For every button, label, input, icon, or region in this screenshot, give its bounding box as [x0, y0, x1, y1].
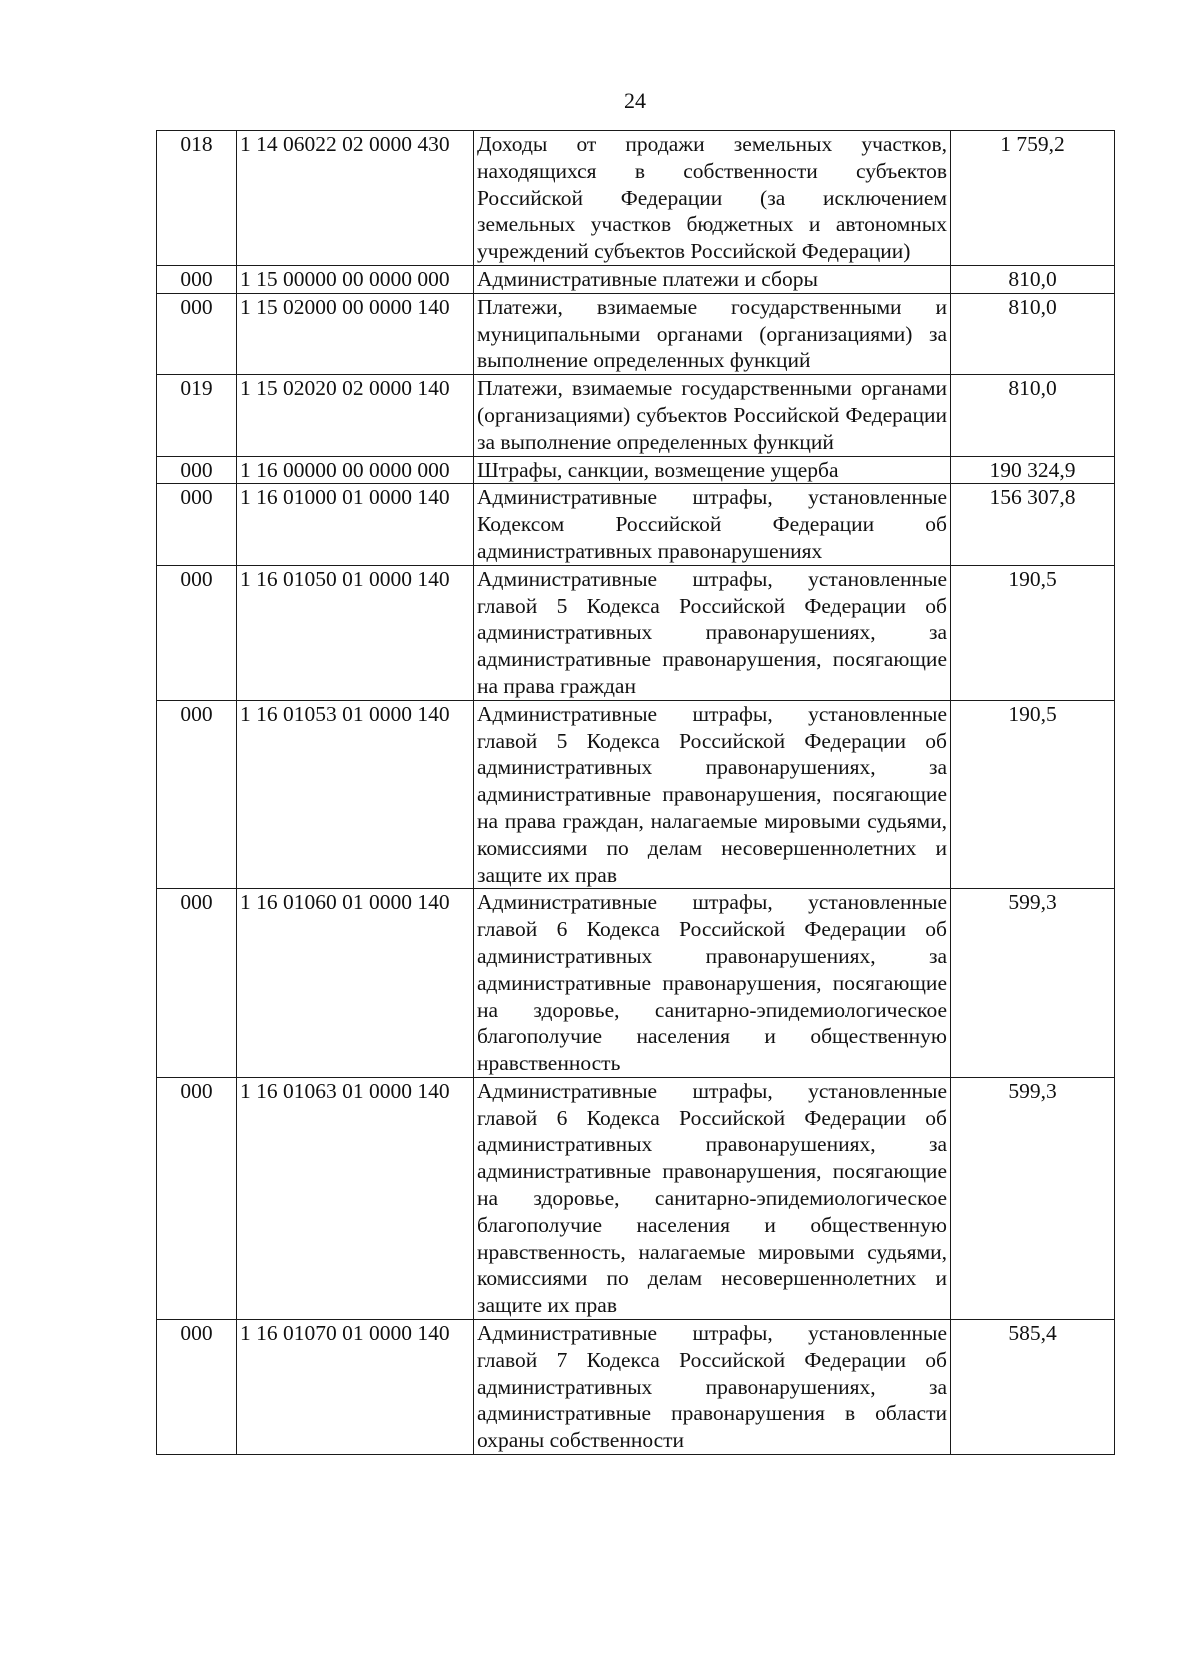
budget-code-cell: 1 14 06022 02 0000 430 — [237, 131, 474, 266]
budget-code-cell: 1 16 01000 01 0000 140 — [237, 484, 474, 565]
revenue-name-cell: Платежи, взимаемые государственными органами (организациями) субъектов Российской Федерации за выполнение определенных функций — [474, 375, 951, 456]
admin-code-cell: 000 — [157, 265, 237, 293]
revenue-name-cell: Административные штрафы, установленные главой 6 Кодекса Российской Федерации об административных правонарушениях, за административные правонарушения, посягающие на здоровье, санитарно-эпидемиологическое благополучие населения и общественную нравственность — [474, 889, 951, 1078]
revenue-name-cell: Доходы от продажи земельных участков, находящихся в собственности субъектов Российской Федерации (за исключением земельных участков бюджетных и автономных учреждений субъектов Российской Федерации) — [474, 131, 951, 266]
amount-cell: 810,0 — [951, 293, 1115, 374]
revenue-name-cell: Административные штрафы, установленные Кодексом Российской Федерации об административных правонарушениях — [474, 484, 951, 565]
budget-code-cell: 1 16 01063 01 0000 140 — [237, 1077, 474, 1319]
revenue-table-body — [157, 131, 1115, 1455]
table-row — [157, 1077, 1115, 1319]
amount-cell: 810,0 — [951, 265, 1115, 293]
revenue-table — [156, 130, 1115, 1455]
amount-cell: 810,0 — [951, 375, 1115, 456]
admin-code-cell: 000 — [157, 456, 237, 484]
revenue-name-cell: Административные платежи и сборы — [474, 265, 951, 293]
admin-code-cell: 000 — [157, 889, 237, 1078]
amount-cell: 599,3 — [951, 889, 1115, 1078]
table-row — [157, 265, 1115, 293]
table-row — [157, 700, 1115, 889]
revenue-name-cell: Административные штрафы, установленные главой 5 Кодекса Российской Федерации об административных правонарушениях, за административные правонарушения, посягающие на права граждан, налагаемые мировыми судьями, комиссиями по делам несовершеннолетних и защите их прав — [474, 700, 951, 889]
admin-code-cell: 018 — [157, 131, 237, 266]
admin-code-cell: 000 — [157, 565, 237, 700]
budget-code-cell: 1 15 02000 00 0000 140 — [237, 293, 474, 374]
budget-code-cell: 1 15 00000 00 0000 000 — [237, 265, 474, 293]
page-number: 24 — [624, 88, 646, 113]
admin-code-cell: 000 — [157, 700, 237, 889]
budget-code-cell: 1 16 00000 00 0000 000 — [237, 456, 474, 484]
amount-cell: 599,3 — [951, 1077, 1115, 1319]
amount-cell: 190 324,9 — [951, 456, 1115, 484]
budget-code-cell: 1 16 01053 01 0000 140 — [237, 700, 474, 889]
table-row — [157, 375, 1115, 456]
admin-code-cell: 000 — [157, 293, 237, 374]
revenue-name-cell: Штрафы, санкции, возмещение ущерба — [474, 456, 951, 484]
table-row — [157, 565, 1115, 700]
budget-code-cell: 1 15 02020 02 0000 140 — [237, 375, 474, 456]
amount-cell: 190,5 — [951, 565, 1115, 700]
admin-code-cell: 019 — [157, 375, 237, 456]
amount-cell: 1 759,2 — [951, 131, 1115, 266]
budget-code-cell: 1 16 01070 01 0000 140 — [237, 1320, 474, 1455]
revenue-name-cell: Административные штрафы, установленные главой 5 Кодекса Российской Федерации об административных правонарушениях, за административные правонарушения, посягающие на права граждан — [474, 565, 951, 700]
table-row — [157, 484, 1115, 565]
table-row — [157, 1320, 1115, 1455]
amount-cell: 190,5 — [951, 700, 1115, 889]
table-row — [157, 456, 1115, 484]
revenue-name-cell: Административные штрафы, установленные главой 6 Кодекса Российской Федерации об административных правонарушениях, за административные правонарушения, посягающие на здоровье, санитарно-эпидемиологическое благополучие населения и общественную нравственность, налагаемые мировыми судьями, комиссиями по делам несовершеннолетних и защите их прав — [474, 1077, 951, 1319]
table-row — [157, 889, 1115, 1078]
revenue-name-cell: Платежи, взимаемые государственными и муниципальными органами (организациями) за выполнение определенных функций — [474, 293, 951, 374]
table-row — [157, 131, 1115, 266]
revenue-name-cell: Административные штрафы, установленные главой 7 Кодекса Российской Федерации об административных правонарушениях, за административные правонарушения в области охраны собственности — [474, 1320, 951, 1455]
admin-code-cell: 000 — [157, 1320, 237, 1455]
budget-code-cell: 1 16 01060 01 0000 140 — [237, 889, 474, 1078]
admin-code-cell: 000 — [157, 1077, 237, 1319]
table-row — [157, 293, 1115, 374]
amount-cell: 585,4 — [951, 1320, 1115, 1455]
amount-cell: 156 307,8 — [951, 484, 1115, 565]
admin-code-cell: 000 — [157, 484, 237, 565]
budget-code-cell: 1 16 01050 01 0000 140 — [237, 565, 474, 700]
